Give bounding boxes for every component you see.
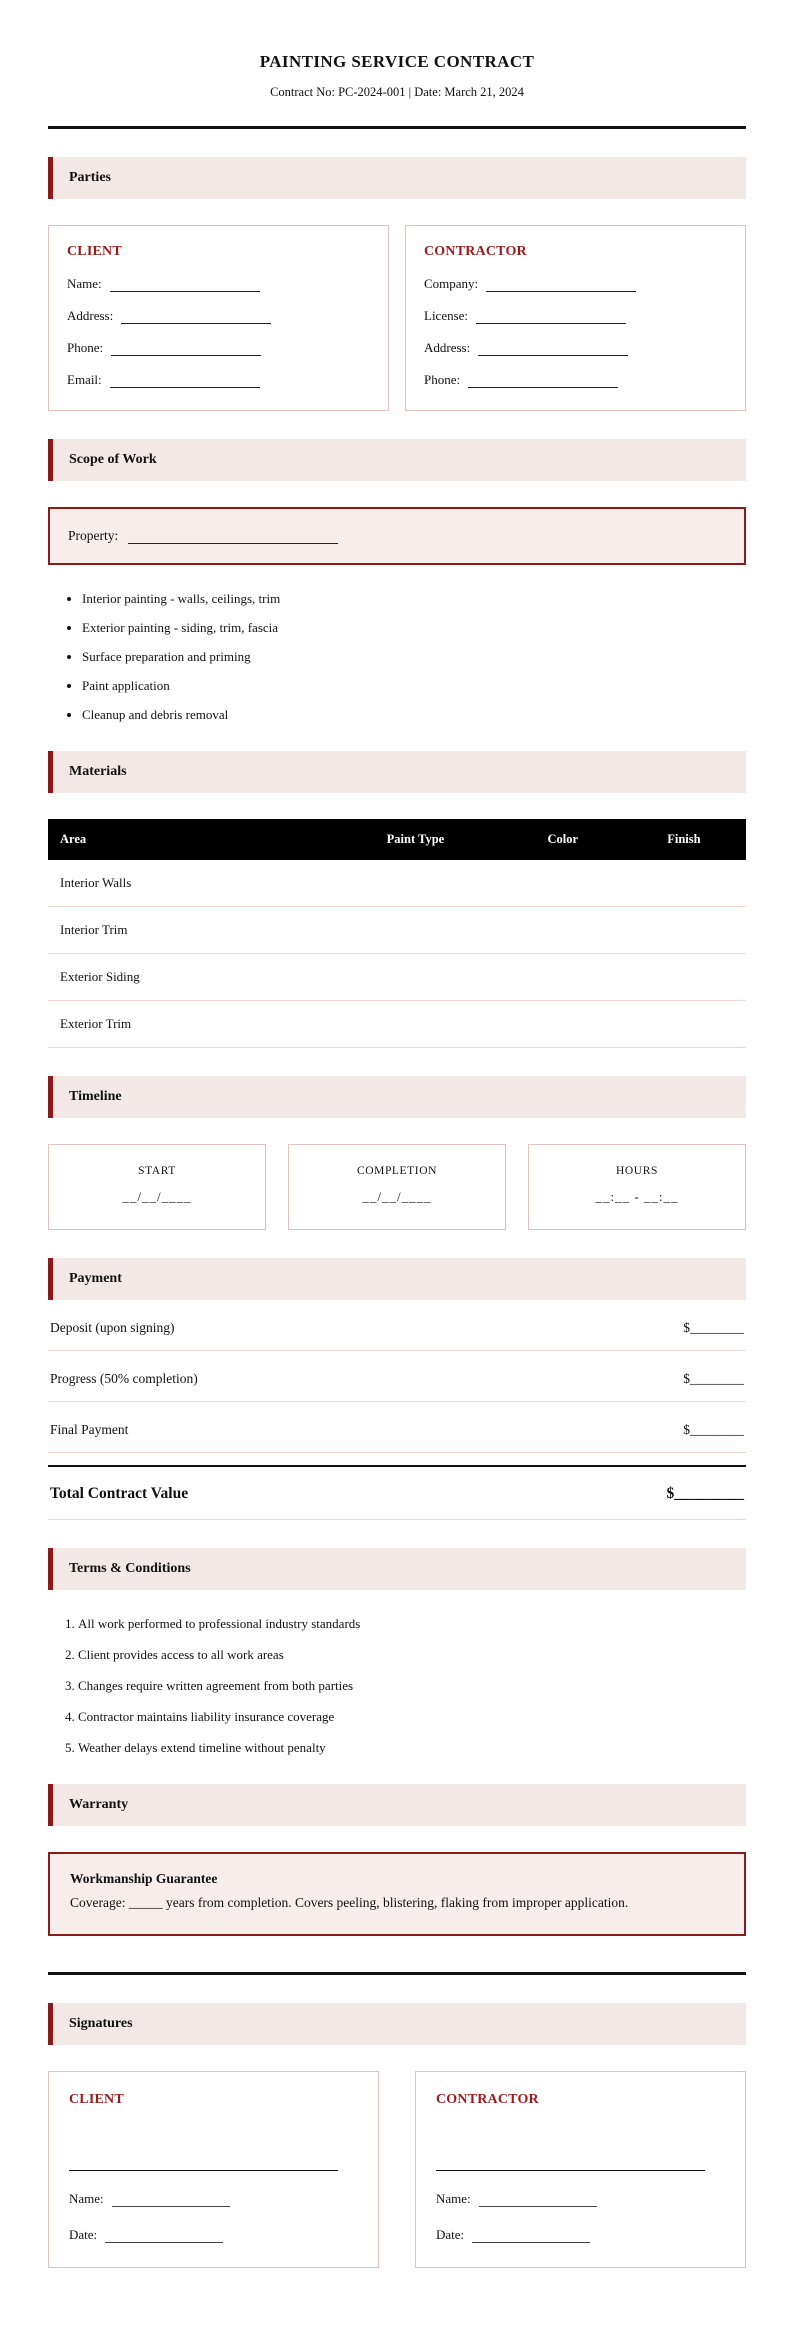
client-phone-label: Phone: [67,340,104,355]
client-phone-blank-line [111,343,261,356]
section-scope-of-work [48,439,746,723]
signatures-section-header: Signatures [48,2003,746,2045]
column-header-color: Color [504,819,622,860]
table-cell-finish [622,1001,746,1048]
document-title: PAINTING SERVICE CONTRACT [259,52,535,71]
client-signature-date-blank [105,2230,223,2243]
warranty-section-header: Warranty [48,1784,746,1826]
contractor-company-label: Company: [424,276,479,291]
client-name-blank-line [110,279,260,292]
scope-item: • Cleanup and debris removal [82,707,746,723]
property-blank-line [128,531,338,544]
column-header-finish: Finish [622,819,746,860]
timeline-completion-label: COMPLETION [356,1165,438,1177]
contractor-license-label: License: [424,308,469,323]
client-address-blank-line [121,311,271,324]
terms-section-header: Terms & Conditions [48,1548,746,1590]
timeline-boxes [48,1144,746,1230]
payment-final-label: Final Payment [50,1422,129,1437]
table-cell-paint-type [327,860,504,907]
section-warranty [48,1784,746,1936]
client-signature-name-blank [112,2194,230,2207]
terms-item: 2. Client provides access to all work areas [78,1647,746,1663]
scope-item: • Paint application [82,678,746,694]
materials-table-head [48,819,746,860]
contractor-company-blank-line [486,279,636,292]
client-phone-field [67,340,370,356]
payment-section-header: Payment [48,1258,746,1300]
contractor-info-box [405,225,746,411]
timeline-section-header: Timeline [48,1076,746,1118]
terms-item: 1. All work performed to professional industry standards [78,1616,746,1632]
materials-header-row [48,819,746,860]
contractor-heading: CONTRACTOR [424,244,527,259]
contractor-signature-heading: CONTRACTOR [436,2091,539,2107]
payment-deposit-label: Deposit (upon signing) [50,1320,175,1335]
client-email-blank-line [110,375,260,388]
column-header-area: Area [48,819,327,860]
terms-item: 3. Changes require written agreement from both parties [78,1678,746,1694]
table-row [48,860,746,907]
client-heading: CLIENT [67,244,122,259]
contractor-company-field [424,276,727,292]
section-signatures [48,2003,746,2268]
client-signature-name-label: Name: [69,2190,104,2206]
contractor-signature-name-field [436,2191,725,2207]
table-cell-paint-type [327,954,504,1001]
signatures-separator-rule [48,1972,746,1975]
contractor-phone-field [424,372,727,388]
table-cell-color [504,860,622,907]
timeline-completion-blank: __/__/____ [362,1189,432,1204]
client-signature-date-field [69,2227,358,2243]
table-row [48,907,746,954]
client-email-field [67,372,370,388]
client-email-label: Email: [67,372,102,387]
table-row [48,954,746,1001]
payment-progress-label: Progress (50% completion) [50,1371,198,1386]
client-signature-line [69,2170,338,2171]
table-cell-finish [622,907,746,954]
client-signature-heading: CLIENT [69,2091,124,2107]
payment-deposit-amount-blank: $________ [683,1320,744,1335]
contractor-signature-date-blank [472,2230,590,2243]
materials-table-body [48,860,746,1048]
timeline-start-blank: __/__/____ [122,1189,192,1204]
client-signature-box [48,2071,379,2268]
payment-progress-amount-blank: $________ [683,1371,744,1386]
total-amount-blank: $_________ [666,1485,744,1502]
timeline-hours-blank: __:__ - __:__ [595,1189,679,1204]
contractor-address-blank-line [478,343,628,356]
scope-item: • Exterior painting - siding, trim, fascia [82,620,746,636]
table-cell-color [504,1001,622,1048]
section-timeline [48,1076,746,1230]
contractor-address-label: Address: [424,340,471,355]
payment-row-progress [48,1351,746,1402]
timeline-completion-box [288,1144,506,1230]
client-signature-date-label: Date: [69,2226,98,2242]
scope-item: • Surface preparation and priming [82,649,746,665]
terms-list [48,1616,746,1756]
contractor-signature-line [436,2170,705,2171]
warranty-guarantee-heading: Workmanship Guarantee [70,1871,218,1886]
terms-item: 4. Contractor maintains liability insurance coverage [78,1709,746,1725]
contractor-address-field [424,340,727,356]
contractor-license-field [424,308,727,324]
table-cell-color [504,954,622,1001]
client-info-box [48,225,389,411]
table-cell-finish [622,954,746,1001]
timeline-hours-label: HOURS [616,1165,658,1177]
table-cell-finish [622,860,746,907]
section-terms [48,1548,746,1756]
document-header [48,52,746,129]
client-address-field [67,308,370,324]
contractor-license-blank-line [476,311,626,324]
client-address-label: Address: [67,308,114,323]
scope-items-list [48,591,746,723]
client-name-label: Name: [67,276,102,291]
table-cell-area: Exterior Trim [48,1001,327,1048]
section-payment [48,1258,746,1520]
table-cell-paint-type [327,907,504,954]
total-contract-value-row [48,1467,746,1520]
timeline-start-box [48,1144,266,1230]
contractor-phone-blank-line [468,375,618,388]
warranty-guarantee-text: Coverage: _____ years from completion. Covers peeling, blistering, flaking from improper application. [70,1895,629,1910]
parties-columns [48,225,746,411]
parties-section-header: Parties [48,157,746,199]
contractor-signature-name-label: Name: [436,2190,471,2206]
column-header-paint-type: Paint Type [327,819,504,860]
contractor-signature-date-field [436,2227,725,2243]
table-cell-area: Exterior Siding [48,954,327,1001]
section-materials [48,751,746,1048]
table-cell-area: Interior Trim [48,907,327,954]
total-label: Total Contract Value [50,1485,189,1502]
timeline-start-label: START [138,1165,176,1177]
table-cell-area: Interior Walls [48,860,327,907]
property-box [48,507,746,565]
payment-row-deposit [48,1300,746,1351]
table-row [48,1001,746,1048]
property-label: Property: [68,528,119,543]
contractor-signature-box [415,2071,746,2268]
contractor-signature-date-label: Date: [436,2226,465,2242]
contractor-phone-label: Phone: [424,372,461,387]
payment-row-final [48,1402,746,1453]
table-cell-color [504,907,622,954]
section-parties [48,157,746,411]
timeline-hours-box [528,1144,746,1230]
materials-table [48,819,746,1048]
terms-item: 5. Weather delays extend timeline without penalty [78,1740,746,1756]
client-name-field [67,276,370,292]
table-cell-paint-type [327,1001,504,1048]
signature-columns [48,2071,746,2268]
scope-section-header: Scope of Work [48,439,746,481]
materials-section-header: Materials [48,751,746,793]
contractor-signature-name-blank [479,2194,597,2207]
document-meta: Contract No: PC-2024-001 | Date: March 21, 2024 [270,85,524,99]
payment-final-amount-blank: $________ [683,1422,744,1437]
client-signature-name-field [69,2191,358,2207]
scope-item: • Interior painting - walls, ceilings, trim [82,591,746,607]
warranty-box [48,1852,746,1936]
